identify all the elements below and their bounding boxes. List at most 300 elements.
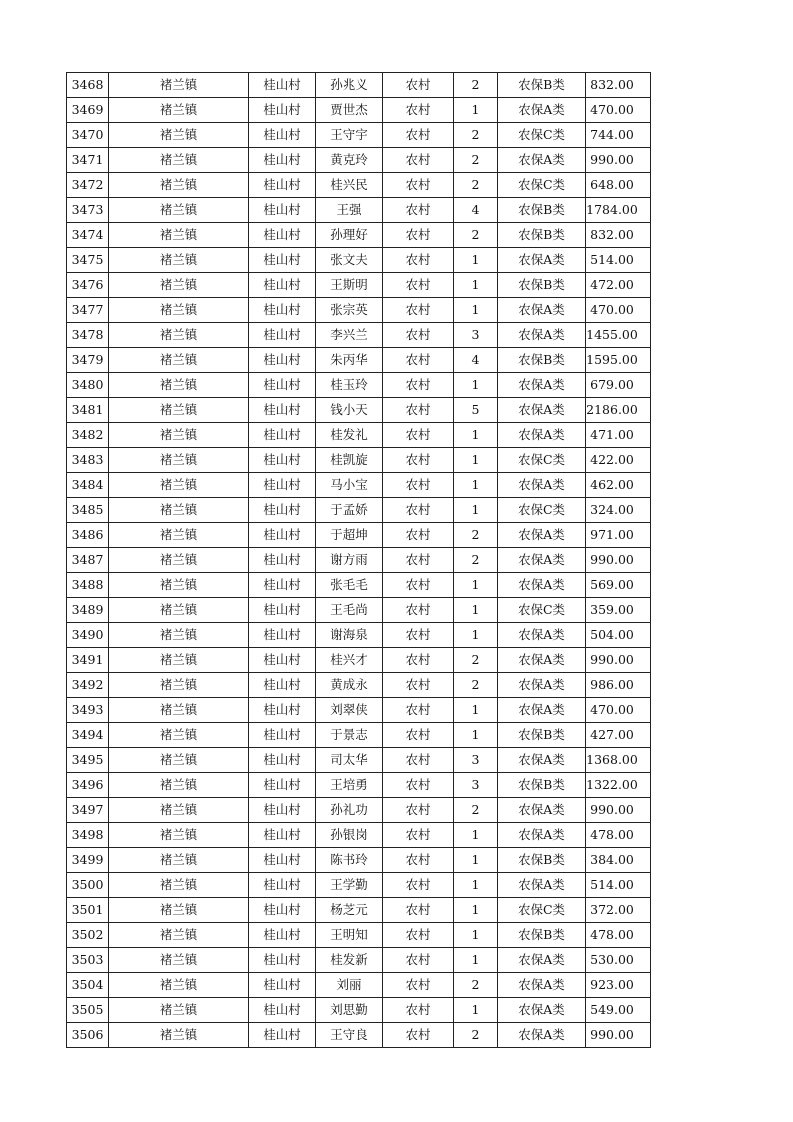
name-cell: 桂兴民 — [316, 173, 383, 198]
table-row — [67, 1023, 651, 1048]
category-cell: 农保A类 — [498, 98, 586, 123]
amount-cell: 384.00 — [586, 848, 651, 873]
count-cell: 4 — [454, 198, 498, 223]
id-cell: 3500 — [67, 873, 109, 898]
area-cell: 农村 — [383, 998, 454, 1023]
town-cell: 褚兰镇 — [109, 348, 249, 373]
name-cell: 王学勤 — [316, 873, 383, 898]
town-cell: 褚兰镇 — [109, 623, 249, 648]
town-cell: 褚兰镇 — [109, 1023, 249, 1048]
town-cell: 褚兰镇 — [109, 373, 249, 398]
area-cell: 农村 — [383, 73, 454, 98]
name-cell: 桂发礼 — [316, 423, 383, 448]
category-cell: 农保A类 — [498, 873, 586, 898]
area-cell: 农村 — [383, 373, 454, 398]
count-cell: 1 — [454, 898, 498, 923]
count-cell: 2 — [454, 223, 498, 248]
category-cell: 农保A类 — [498, 473, 586, 498]
amount-cell: 549.00 — [586, 998, 651, 1023]
count-cell: 2 — [454, 673, 498, 698]
area-cell: 农村 — [383, 748, 454, 773]
town-cell: 褚兰镇 — [109, 548, 249, 573]
name-cell: 张文夫 — [316, 248, 383, 273]
town-cell: 褚兰镇 — [109, 298, 249, 323]
count-cell: 1 — [454, 873, 498, 898]
category-cell: 农保C类 — [498, 498, 586, 523]
name-cell: 黄成永 — [316, 673, 383, 698]
category-cell: 农保A类 — [498, 148, 586, 173]
name-cell: 马小宝 — [316, 473, 383, 498]
category-cell: 农保A类 — [498, 573, 586, 598]
area-cell: 农村 — [383, 473, 454, 498]
village-cell: 桂山村 — [249, 898, 316, 923]
village-cell: 桂山村 — [249, 1023, 316, 1048]
name-cell: 孙理好 — [316, 223, 383, 248]
table-row — [67, 848, 651, 873]
table-row — [67, 973, 651, 998]
name-cell: 刘思勤 — [316, 998, 383, 1023]
id-cell: 3483 — [67, 448, 109, 473]
name-cell: 杨芝元 — [316, 898, 383, 923]
village-cell: 桂山村 — [249, 998, 316, 1023]
area-cell: 农村 — [383, 448, 454, 473]
amount-cell: 990.00 — [586, 1023, 651, 1048]
category-cell: 农保A类 — [498, 523, 586, 548]
name-cell: 孙银岗 — [316, 823, 383, 848]
town-cell: 褚兰镇 — [109, 173, 249, 198]
amount-cell: 427.00 — [586, 723, 651, 748]
amount-cell: 569.00 — [586, 573, 651, 598]
name-cell: 于孟娇 — [316, 498, 383, 523]
table-row — [67, 348, 651, 373]
town-cell: 褚兰镇 — [109, 948, 249, 973]
category-cell: 农保C类 — [498, 123, 586, 148]
town-cell: 褚兰镇 — [109, 573, 249, 598]
village-cell: 桂山村 — [249, 698, 316, 723]
area-cell: 农村 — [383, 1023, 454, 1048]
id-cell: 3503 — [67, 948, 109, 973]
name-cell: 李兴兰 — [316, 323, 383, 348]
amount-cell: 990.00 — [586, 648, 651, 673]
area-cell: 农村 — [383, 323, 454, 348]
area-cell: 农村 — [383, 148, 454, 173]
count-cell: 2 — [454, 798, 498, 823]
table-row — [67, 398, 651, 423]
name-cell: 桂凯旋 — [316, 448, 383, 473]
amount-cell: 2186.00 — [586, 398, 651, 423]
id-cell: 3473 — [67, 198, 109, 223]
name-cell: 于超坤 — [316, 523, 383, 548]
count-cell: 1 — [454, 473, 498, 498]
name-cell: 谢方雨 — [316, 548, 383, 573]
amount-cell: 990.00 — [586, 148, 651, 173]
id-cell: 3470 — [67, 123, 109, 148]
town-cell: 褚兰镇 — [109, 973, 249, 998]
name-cell: 于景志 — [316, 723, 383, 748]
area-cell: 农村 — [383, 123, 454, 148]
id-cell: 3478 — [67, 323, 109, 348]
village-cell: 桂山村 — [249, 373, 316, 398]
count-cell: 1 — [454, 623, 498, 648]
amount-cell: 324.00 — [586, 498, 651, 523]
village-cell: 桂山村 — [249, 398, 316, 423]
village-cell: 桂山村 — [249, 298, 316, 323]
table-row — [67, 723, 651, 748]
category-cell: 农保B类 — [498, 848, 586, 873]
area-cell: 农村 — [383, 498, 454, 523]
area-cell: 农村 — [383, 848, 454, 873]
id-cell: 3501 — [67, 898, 109, 923]
id-cell: 3491 — [67, 648, 109, 673]
id-cell: 3477 — [67, 298, 109, 323]
amount-cell: 471.00 — [586, 423, 651, 448]
amount-cell: 462.00 — [586, 473, 651, 498]
id-cell: 3472 — [67, 173, 109, 198]
town-cell: 褚兰镇 — [109, 223, 249, 248]
count-cell: 3 — [454, 748, 498, 773]
count-cell: 1 — [454, 498, 498, 523]
id-cell: 3495 — [67, 748, 109, 773]
amount-cell: 359.00 — [586, 598, 651, 623]
category-cell: 农保A类 — [498, 823, 586, 848]
category-cell: 农保B类 — [498, 273, 586, 298]
village-cell: 桂山村 — [249, 173, 316, 198]
name-cell: 朱丙华 — [316, 348, 383, 373]
amount-cell: 504.00 — [586, 623, 651, 648]
table-row — [67, 923, 651, 948]
amount-cell: 372.00 — [586, 898, 651, 923]
table-row — [67, 773, 651, 798]
name-cell: 王守宇 — [316, 123, 383, 148]
count-cell: 3 — [454, 323, 498, 348]
amount-cell: 990.00 — [586, 798, 651, 823]
category-cell: 农保A类 — [498, 373, 586, 398]
town-cell: 褚兰镇 — [109, 273, 249, 298]
area-cell: 农村 — [383, 298, 454, 323]
category-cell: 农保C类 — [498, 173, 586, 198]
table-row — [67, 698, 651, 723]
id-cell: 3485 — [67, 498, 109, 523]
id-cell: 3487 — [67, 548, 109, 573]
village-cell: 桂山村 — [249, 348, 316, 373]
count-cell: 4 — [454, 348, 498, 373]
id-cell: 3497 — [67, 798, 109, 823]
category-cell: 农保C类 — [498, 898, 586, 923]
table-row — [67, 323, 651, 348]
id-cell: 3471 — [67, 148, 109, 173]
amount-cell: 472.00 — [586, 273, 651, 298]
name-cell: 刘丽 — [316, 973, 383, 998]
count-cell: 2 — [454, 73, 498, 98]
area-cell: 农村 — [383, 248, 454, 273]
village-cell: 桂山村 — [249, 748, 316, 773]
table-row — [67, 123, 651, 148]
area-cell: 农村 — [383, 348, 454, 373]
village-cell: 桂山村 — [249, 123, 316, 148]
village-cell: 桂山村 — [249, 948, 316, 973]
town-cell: 褚兰镇 — [109, 473, 249, 498]
category-cell: 农保B类 — [498, 923, 586, 948]
amount-cell: 478.00 — [586, 823, 651, 848]
amount-cell: 470.00 — [586, 298, 651, 323]
amount-cell: 514.00 — [586, 248, 651, 273]
category-cell: 农保A类 — [498, 973, 586, 998]
amount-cell: 832.00 — [586, 73, 651, 98]
table-row — [67, 173, 651, 198]
table-row — [67, 373, 651, 398]
table-row — [67, 148, 651, 173]
table-row — [67, 298, 651, 323]
table-row — [67, 248, 651, 273]
table-row — [67, 98, 651, 123]
count-cell: 1 — [454, 98, 498, 123]
area-cell: 农村 — [383, 823, 454, 848]
area-cell: 农村 — [383, 623, 454, 648]
village-cell: 桂山村 — [249, 598, 316, 623]
name-cell: 王明知 — [316, 923, 383, 948]
count-cell: 1 — [454, 423, 498, 448]
name-cell: 孙礼功 — [316, 798, 383, 823]
name-cell: 谢海泉 — [316, 623, 383, 648]
town-cell: 褚兰镇 — [109, 148, 249, 173]
name-cell: 陈书玲 — [316, 848, 383, 873]
id-cell: 3469 — [67, 98, 109, 123]
category-cell: 农保B类 — [498, 198, 586, 223]
count-cell: 1 — [454, 248, 498, 273]
amount-cell: 679.00 — [586, 373, 651, 398]
village-cell: 桂山村 — [249, 73, 316, 98]
village-cell: 桂山村 — [249, 523, 316, 548]
village-cell: 桂山村 — [249, 498, 316, 523]
id-cell: 3496 — [67, 773, 109, 798]
id-cell: 3499 — [67, 848, 109, 873]
town-cell: 褚兰镇 — [109, 773, 249, 798]
area-cell: 农村 — [383, 548, 454, 573]
village-cell: 桂山村 — [249, 623, 316, 648]
id-cell: 3506 — [67, 1023, 109, 1048]
id-cell: 3489 — [67, 598, 109, 623]
amount-cell: 530.00 — [586, 948, 651, 973]
village-cell: 桂山村 — [249, 923, 316, 948]
count-cell: 2 — [454, 648, 498, 673]
amount-cell: 1368.00 — [586, 748, 651, 773]
village-cell: 桂山村 — [249, 573, 316, 598]
category-cell: 农保A类 — [498, 423, 586, 448]
town-cell: 褚兰镇 — [109, 498, 249, 523]
village-cell: 桂山村 — [249, 248, 316, 273]
village-cell: 桂山村 — [249, 873, 316, 898]
name-cell: 黄克玲 — [316, 148, 383, 173]
category-cell: 农保A类 — [498, 398, 586, 423]
id-cell: 3468 — [67, 73, 109, 98]
table-row — [67, 873, 651, 898]
roster-table — [66, 72, 651, 1048]
village-cell: 桂山村 — [249, 148, 316, 173]
count-cell: 1 — [454, 923, 498, 948]
count-cell: 2 — [454, 548, 498, 573]
count-cell: 1 — [454, 698, 498, 723]
category-cell: 农保A类 — [498, 748, 586, 773]
category-cell: 农保B类 — [498, 773, 586, 798]
village-cell: 桂山村 — [249, 273, 316, 298]
area-cell: 农村 — [383, 273, 454, 298]
amount-cell: 1322.00 — [586, 773, 651, 798]
area-cell: 农村 — [383, 648, 454, 673]
count-cell: 1 — [454, 948, 498, 973]
table-row — [67, 73, 651, 98]
amount-cell: 832.00 — [586, 223, 651, 248]
category-cell: 农保B类 — [498, 73, 586, 98]
name-cell: 王培勇 — [316, 773, 383, 798]
category-cell: 农保A类 — [498, 548, 586, 573]
category-cell: 农保A类 — [498, 248, 586, 273]
town-cell: 褚兰镇 — [109, 848, 249, 873]
table-row — [67, 673, 651, 698]
category-cell: 农保A类 — [498, 948, 586, 973]
amount-cell: 514.00 — [586, 873, 651, 898]
town-cell: 褚兰镇 — [109, 448, 249, 473]
table-row — [67, 273, 651, 298]
name-cell: 桂玉玲 — [316, 373, 383, 398]
area-cell: 农村 — [383, 573, 454, 598]
count-cell: 2 — [454, 973, 498, 998]
village-cell: 桂山村 — [249, 98, 316, 123]
count-cell: 1 — [454, 273, 498, 298]
name-cell: 张宗英 — [316, 298, 383, 323]
area-cell: 农村 — [383, 98, 454, 123]
town-cell: 褚兰镇 — [109, 198, 249, 223]
amount-cell: 744.00 — [586, 123, 651, 148]
town-cell: 褚兰镇 — [109, 698, 249, 723]
table-row — [67, 573, 651, 598]
table-row — [67, 223, 651, 248]
area-cell: 农村 — [383, 773, 454, 798]
town-cell: 褚兰镇 — [109, 98, 249, 123]
town-cell: 褚兰镇 — [109, 598, 249, 623]
table-row — [67, 823, 651, 848]
id-cell: 3481 — [67, 398, 109, 423]
town-cell: 褚兰镇 — [109, 423, 249, 448]
id-cell: 3505 — [67, 998, 109, 1023]
area-cell: 农村 — [383, 798, 454, 823]
count-cell: 2 — [454, 1023, 498, 1048]
count-cell: 1 — [454, 723, 498, 748]
category-cell: 农保A类 — [498, 623, 586, 648]
town-cell: 褚兰镇 — [109, 873, 249, 898]
count-cell: 1 — [454, 373, 498, 398]
area-cell: 农村 — [383, 948, 454, 973]
count-cell: 1 — [454, 998, 498, 1023]
name-cell: 孙兆义 — [316, 73, 383, 98]
town-cell: 褚兰镇 — [109, 748, 249, 773]
table-row — [67, 898, 651, 923]
town-cell: 褚兰镇 — [109, 73, 249, 98]
village-cell: 桂山村 — [249, 848, 316, 873]
id-cell: 3498 — [67, 823, 109, 848]
count-cell: 1 — [454, 598, 498, 623]
amount-cell: 470.00 — [586, 98, 651, 123]
village-cell: 桂山村 — [249, 198, 316, 223]
category-cell: 农保A类 — [498, 698, 586, 723]
village-cell: 桂山村 — [249, 423, 316, 448]
id-cell: 3492 — [67, 673, 109, 698]
table-row — [67, 448, 651, 473]
name-cell: 钱小天 — [316, 398, 383, 423]
id-cell: 3476 — [67, 273, 109, 298]
town-cell: 褚兰镇 — [109, 923, 249, 948]
area-cell: 农村 — [383, 598, 454, 623]
category-cell: 农保A类 — [498, 1023, 586, 1048]
town-cell: 褚兰镇 — [109, 673, 249, 698]
table-row — [67, 748, 651, 773]
village-cell: 桂山村 — [249, 223, 316, 248]
amount-cell: 1784.00 — [586, 198, 651, 223]
count-cell: 3 — [454, 773, 498, 798]
category-cell: 农保A类 — [498, 648, 586, 673]
id-cell: 3502 — [67, 923, 109, 948]
area-cell: 农村 — [383, 523, 454, 548]
town-cell: 褚兰镇 — [109, 798, 249, 823]
area-cell: 农村 — [383, 223, 454, 248]
id-cell: 3488 — [67, 573, 109, 598]
id-cell: 3479 — [67, 348, 109, 373]
category-cell: 农保A类 — [498, 323, 586, 348]
name-cell: 桂兴才 — [316, 648, 383, 673]
category-cell: 农保C类 — [498, 598, 586, 623]
name-cell: 张毛毛 — [316, 573, 383, 598]
category-cell: 农保B类 — [498, 348, 586, 373]
amount-cell: 923.00 — [586, 973, 651, 998]
table-row — [67, 598, 651, 623]
amount-cell: 470.00 — [586, 698, 651, 723]
id-cell: 3490 — [67, 623, 109, 648]
id-cell: 3480 — [67, 373, 109, 398]
name-cell: 桂发新 — [316, 948, 383, 973]
area-cell: 农村 — [383, 423, 454, 448]
id-cell: 3484 — [67, 473, 109, 498]
name-cell: 王守良 — [316, 1023, 383, 1048]
village-cell: 桂山村 — [249, 548, 316, 573]
id-cell: 3494 — [67, 723, 109, 748]
name-cell: 王斯明 — [316, 273, 383, 298]
id-cell: 3474 — [67, 223, 109, 248]
id-cell: 3504 — [67, 973, 109, 998]
village-cell: 桂山村 — [249, 798, 316, 823]
village-cell: 桂山村 — [249, 823, 316, 848]
town-cell: 褚兰镇 — [109, 648, 249, 673]
area-cell: 农村 — [383, 698, 454, 723]
town-cell: 褚兰镇 — [109, 323, 249, 348]
amount-cell: 990.00 — [586, 548, 651, 573]
count-cell: 2 — [454, 123, 498, 148]
table-row — [67, 998, 651, 1023]
village-cell: 桂山村 — [249, 323, 316, 348]
town-cell: 褚兰镇 — [109, 898, 249, 923]
count-cell: 1 — [454, 448, 498, 473]
area-cell: 农村 — [383, 898, 454, 923]
table-row — [67, 948, 651, 973]
town-cell: 褚兰镇 — [109, 998, 249, 1023]
table-row — [67, 648, 651, 673]
table-row — [67, 423, 651, 448]
name-cell: 刘翠侠 — [316, 698, 383, 723]
village-cell: 桂山村 — [249, 648, 316, 673]
town-cell: 褚兰镇 — [109, 248, 249, 273]
town-cell: 褚兰镇 — [109, 723, 249, 748]
town-cell: 褚兰镇 — [109, 398, 249, 423]
name-cell: 王毛尚 — [316, 598, 383, 623]
count-cell: 1 — [454, 848, 498, 873]
